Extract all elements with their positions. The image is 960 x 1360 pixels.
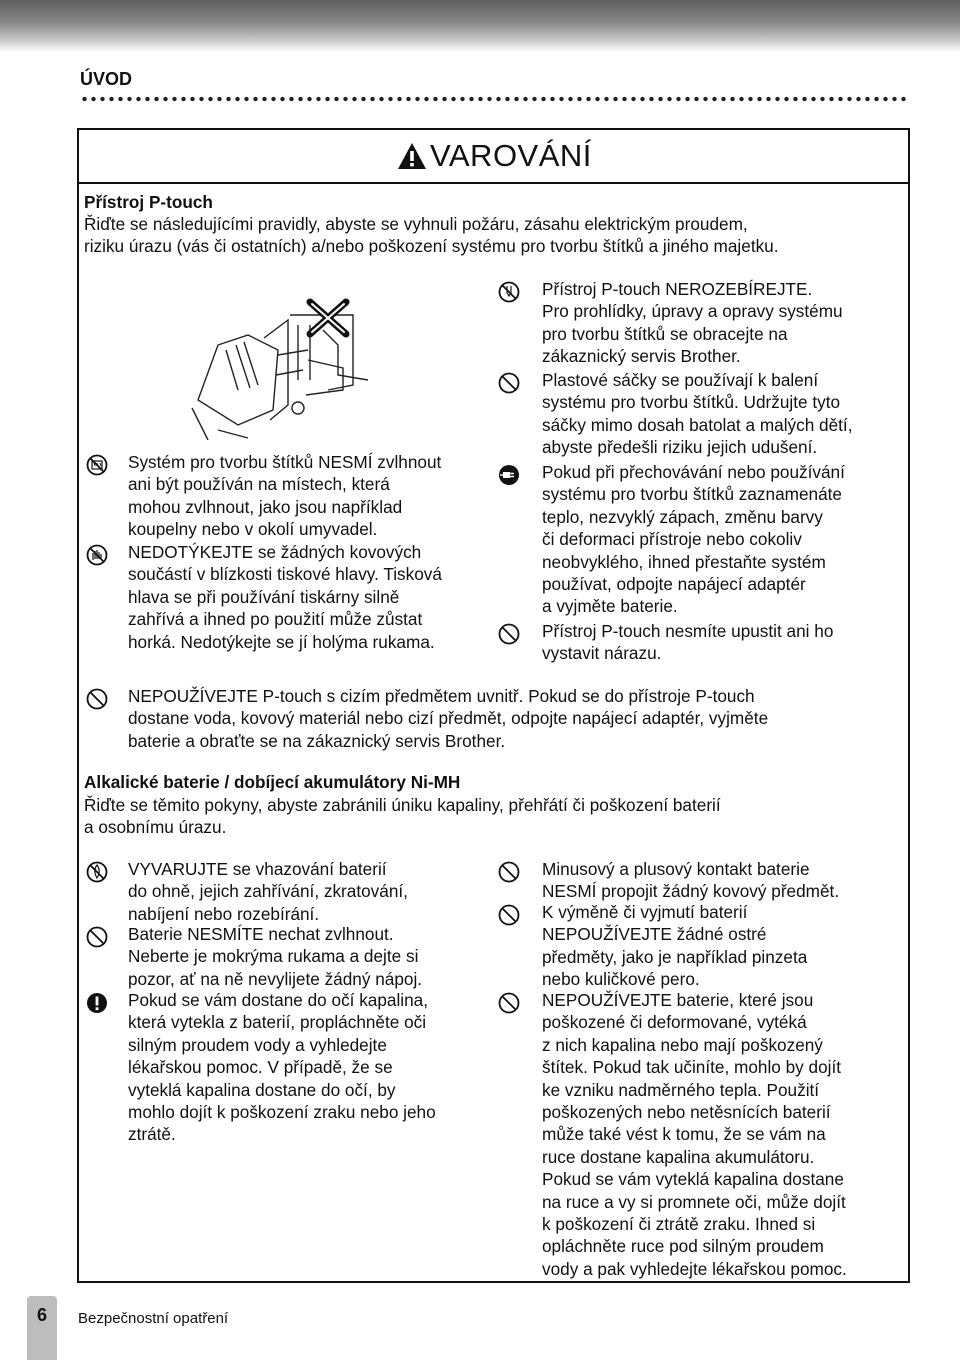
item-line: systému pro tvorbu štítků. Udržujte tyto xyxy=(542,392,841,413)
item-line: koupelny nebo v okolí umyvadel. xyxy=(128,519,378,540)
unplug-icon xyxy=(498,464,520,486)
item-line: silným proudem vody a vyhledejte xyxy=(128,1034,387,1055)
item-line: z nich kapalina nebo mají poškozený xyxy=(542,1034,823,1055)
item-line: K výměně či vyjmutí baterií xyxy=(542,902,748,922)
item-line: NESMÍ propojit žádný kovový předmět. xyxy=(542,881,840,902)
ptouch-right-item xyxy=(542,278,843,368)
intro-line: riziku úrazu (vás či ostatních) a/nebo poškození systému pro tvorbu štítků a jiného majetku. xyxy=(84,236,779,257)
item-line: Plastové sáčky se používají k balení xyxy=(542,370,819,390)
item-line: mohlo dojít k poškození zraku nebo jeho xyxy=(128,1102,436,1123)
prohibited-icon xyxy=(498,372,520,394)
item-line: Přístroj P-touch nesmíte upustit ani ho xyxy=(542,621,834,641)
intro-line: a osobnímu úrazu. xyxy=(84,817,227,838)
item-line: Neberte je mokrýma rukama a dejte si xyxy=(128,946,419,967)
item-line: Pokud při přechovávání nebo používání xyxy=(542,462,845,482)
item-line: abyste předešli riziku jejich udušení. xyxy=(542,437,818,458)
item-line: ke vzniku nadměrného tepla. Použití xyxy=(542,1079,820,1100)
item-line: mohou zvlhnout, jako jsou například xyxy=(128,496,403,517)
item-line: vyteklá kapalina dostane do očí, by xyxy=(128,1079,396,1100)
item-line: a vyjměte baterie. xyxy=(542,596,678,617)
item-line: zákaznický servis Brother. xyxy=(542,346,741,367)
do-not-disassemble-icon xyxy=(498,281,520,303)
item-line: hlava se při používání tiskárny silně xyxy=(128,586,400,607)
item-line: může také vést k tomu, že se vám na xyxy=(542,1124,826,1145)
item-line: VYVARUJTE se vhazování baterií xyxy=(128,859,387,879)
page-number: 6 xyxy=(36,1305,47,1325)
prohibited-icon xyxy=(498,861,520,883)
item-line: vody a pak vyhledejte lékařskou pomoc. xyxy=(542,1258,847,1279)
item-line: sáčky mimo dosah batolat a malých dětí, xyxy=(542,414,853,435)
prohibited-icon xyxy=(498,992,520,1014)
prohibited-icon xyxy=(498,904,520,926)
ptouch-right-item xyxy=(542,461,845,618)
item-line: Baterie NESMÍTE nechat zvlhnout. xyxy=(128,924,394,944)
batteries-intro xyxy=(84,794,721,839)
batteries-right-item xyxy=(542,858,839,903)
item-line: která vytekla z baterií, propláchněte oči xyxy=(128,1012,427,1033)
item-line: na ruce a vy si promnete oči, může dojít xyxy=(542,1191,846,1212)
item-line: Pokud se vám vyteklá kapalina dostane xyxy=(542,1169,844,1190)
item-line: do ohně, jejich zahřívání, zkratování, xyxy=(128,881,408,902)
item-line: Systém pro tvorbu štítků NESMÍ zvlhnout xyxy=(128,452,442,472)
item-line: součástí v blízkosti tiskové hlavy. Tisková xyxy=(128,564,442,585)
item-line: opláchněte ruce pod silným proudem xyxy=(542,1236,824,1257)
item-line: NEDOTÝKEJTE se žádných kovových xyxy=(128,542,422,562)
item-line: používat, odpojte napájecí adaptér xyxy=(542,574,806,595)
item-line: systému pro tvorbu štítků zaznamenáte xyxy=(542,484,842,505)
prohibited-icon xyxy=(86,688,108,710)
item-line: teplo, nezvyklý zápach, změnu barvy xyxy=(542,506,823,527)
batteries-left-item xyxy=(128,989,436,1146)
batteries-right-item xyxy=(542,989,847,1280)
top-gradient-bar xyxy=(0,0,960,52)
no-water-icon xyxy=(86,454,108,476)
do-not-touch-icon xyxy=(86,544,108,566)
ptouch-left-item xyxy=(128,451,441,541)
ptouch-full-item xyxy=(128,685,768,752)
intro-line: Řiďte se těmito pokyny, abyste zabránili úniku kapaliny, přehřátí či poškození baterií xyxy=(84,795,721,815)
item-line: horká. Nedotýkejte se jí holýma rukama. xyxy=(128,631,435,652)
prohibited-icon xyxy=(86,926,108,948)
item-line: nabíjení nebo rozebírání. xyxy=(128,903,320,924)
batteries-right-item xyxy=(542,901,807,991)
item-line: či deformaci přístroje nebo cokoliv xyxy=(542,529,802,550)
item-line: pro tvorbu štítků se obracejte na xyxy=(542,323,788,344)
exclamation-icon xyxy=(86,992,108,1014)
section-title: ÚVOD xyxy=(80,69,133,89)
item-line: dostane voda, kovový materiál nebo cizí předmět, odpojte napájecí adaptér, vyjměte xyxy=(128,708,769,729)
item-line: nebo kuličkové pero. xyxy=(542,969,700,990)
warning-header xyxy=(79,130,908,184)
item-line: předměty, jako je například pinzeta xyxy=(542,946,808,967)
intro-line: Řiďte se následujícími pravidly, abyste se vyhnuli požáru, zásahu elektrickým proudem, xyxy=(84,214,748,234)
item-line: k poškození či ztrátě zraku. Ihned si xyxy=(542,1214,816,1235)
ptouch-right-item xyxy=(542,369,852,459)
ptouch-right-item xyxy=(542,620,833,665)
item-line: ruce dostane kapalina akumulátoru. xyxy=(542,1146,815,1167)
item-line: štítek. Pokud tak učiníte, mohlo by dojít xyxy=(542,1057,842,1078)
item-line: baterie a obraťte se na zákaznický servis Brother. xyxy=(128,730,506,751)
prohibited-icon xyxy=(498,623,520,645)
batteries-left-item xyxy=(128,858,408,925)
warning-title-text: VAROVÁNÍ xyxy=(430,138,592,173)
item-line: NEPOUŽÍVEJTE P-touch s cizím předmětem uvnitř. Pokud se do přístroje P-touch xyxy=(128,686,755,706)
footer-text: Bezpečnostní opatření xyxy=(78,1310,229,1327)
item-line: NEPOUŽÍVEJTE baterie, které jsou xyxy=(542,990,814,1010)
item-line: pozor, ať na ně nevylijete žádný nápoj. xyxy=(128,968,423,989)
item-line: vystavit nárazu. xyxy=(542,643,662,664)
batteries-heading: Alkalické baterie / dobíjecí akumulátory Ni-MH xyxy=(84,772,461,792)
item-line: neobvyklého, ihned přestaňte systém xyxy=(542,551,826,572)
item-line: Pokud se vám dostane do očí kapalina, xyxy=(128,990,429,1010)
item-line: NEPOUŽÍVEJTE žádné ostré xyxy=(542,924,767,945)
item-line: ani být používán na místech, která xyxy=(128,474,390,495)
ptouch-heading: Přístroj P-touch xyxy=(84,192,213,212)
item-line: Minusový a plusový kontakt baterie xyxy=(542,859,810,879)
item-line: poškozených nebo netěsnících baterií xyxy=(542,1102,831,1123)
item-line: Přístroj P-touch NEROZEBÍREJTE. xyxy=(542,279,813,299)
item-line: zahřívá a ihned po použití může zůstat xyxy=(128,609,423,630)
item-line: ztrátě. xyxy=(128,1124,176,1145)
item-line: lékařskou pomoc. V případě, že se xyxy=(128,1057,393,1078)
printhead-illustration xyxy=(178,290,378,440)
dotted-divider xyxy=(80,96,910,102)
item-line: poškozené či deformované, vytéká xyxy=(542,1012,807,1033)
batteries-left-item xyxy=(128,923,422,990)
item-line: Pro prohlídky, úpravy a opravy systému xyxy=(542,301,843,322)
ptouch-intro xyxy=(84,213,779,258)
warning-triangle-icon xyxy=(397,142,427,170)
ptouch-left-item xyxy=(128,541,442,653)
no-fire-icon xyxy=(86,861,108,883)
warning-title xyxy=(397,138,592,174)
